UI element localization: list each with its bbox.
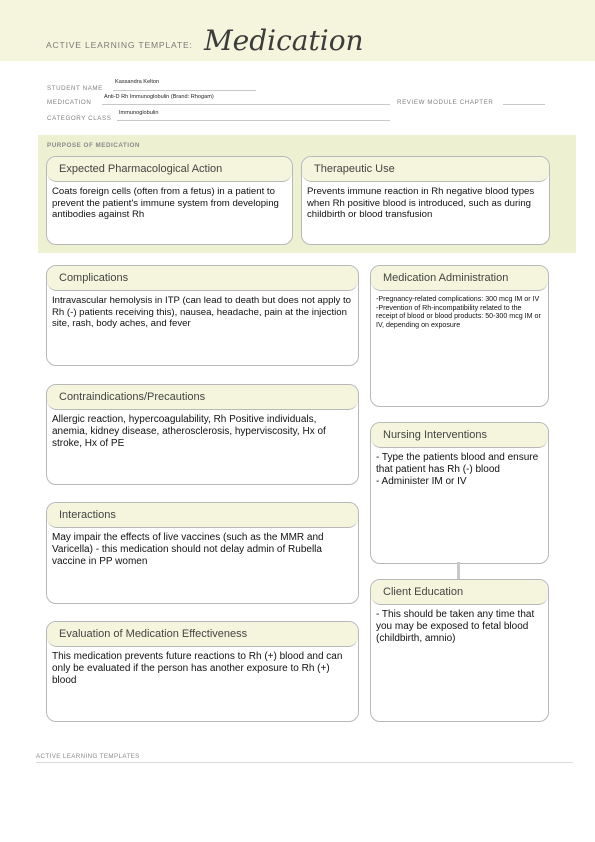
expected-action-text[interactable]: Coats foreign cells (often from a fetus) in a patient to prevent the patient's immune system from developing antibodies against Rh: [52, 186, 279, 220]
contraindications-card: [46, 384, 359, 485]
page-title: Medication: [204, 24, 364, 57]
student-name-value: Kassandra Kelton: [115, 79, 160, 85]
medication-value: Anti-D Rh Immunoglobulin (Brand: Rhogam): [104, 94, 214, 100]
client-education-card: [370, 579, 549, 722]
student-name-label: STUDENT NAME: [47, 85, 103, 92]
contraindications-title: Contraindications/Precautions: [47, 385, 358, 410]
purpose-label: PURPOSE OF MEDICATION: [47, 142, 140, 149]
therapeutic-use-text[interactable]: Prevents immune reaction in Rh negative blood types when Rh positive blood is introduced, such as during childbirth or blood transfusion: [307, 186, 535, 220]
interactions-text[interactable]: May impair the effects of live vaccines (such as the MMR and Varicella) - this medication should not delay admin of Rubella vaccine in PP women: [52, 532, 324, 567]
expected-action-card: [46, 156, 293, 245]
therapeutic-use-title: Therapeutic Use: [302, 157, 549, 182]
medication-administration-card: [370, 265, 549, 407]
template-label: ACTIVE LEARNING TEMPLATE:: [46, 40, 193, 50]
complications-text[interactable]: Intravascular hemolysis in ITP (can lead to death but does not apply to Rh (-) patients receiving this), nausea, headache, pain at the injection site, rash, body aches, and fever: [52, 295, 351, 329]
medication-administration-title: Medication Administration: [371, 266, 548, 291]
interactions-title: Interactions: [47, 503, 358, 528]
interactions-card: [46, 502, 359, 604]
medication-label: MEDICATION: [47, 99, 92, 106]
column-connector: [457, 562, 460, 579]
category-class-label: CATEGORY CLASS: [47, 115, 112, 122]
contraindications-text[interactable]: Allergic reaction, hypercoagulability, Rh Positive individuals, anemia, kidney disease, atherosclerosis, hyperviscosity, Hx of stroke, Hx of PE: [52, 414, 326, 449]
therapeutic-use-card: [301, 156, 550, 245]
nursing-interventions-title: Nursing Interventions: [371, 423, 548, 448]
client-education-text[interactable]: - This should be taken any time that you may be exposed to fetal blood (childbirth, amnio): [376, 609, 535, 644]
category-class-value: Immunoglobulin: [119, 110, 159, 116]
complications-card: [46, 265, 359, 366]
client-education-title: Client Education: [371, 580, 548, 605]
review-module-label: REVIEW MODULE CHAPTER: [397, 99, 494, 106]
expected-action-title: Expected Pharmacological Action: [47, 157, 292, 182]
footer-label: ACTIVE LEARNING TEMPLATES: [36, 753, 140, 760]
complications-title: Complications: [47, 266, 358, 291]
evaluation-text[interactable]: This medication prevents future reactions to Rh (+) blood and can only be evaluated if the person has another exposure to Rh (+) blood: [52, 651, 343, 686]
nursing-interventions-card: [370, 422, 549, 564]
evaluation-title: Evaluation of Medication Effectiveness: [47, 622, 358, 647]
student-name-field[interactable]: [113, 90, 256, 91]
nursing-interventions-text[interactable]: - Type the patients blood and ensure that patient has Rh (-) blood - Administer IM or IV: [376, 452, 539, 487]
category-class-field[interactable]: [117, 120, 390, 121]
evaluation-card: [46, 621, 359, 722]
footer-divider: [36, 762, 573, 763]
medication-administration-text[interactable]: -Pregnancy-related complications: 300 mcg IM or IV -Prevention of Rh-incompatibility related to the receipt of blood or blood products: 50-300 mcg IM or IV, depending on exposure: [376, 295, 541, 329]
review-module-field[interactable]: [503, 104, 545, 105]
medication-field[interactable]: [102, 104, 390, 105]
